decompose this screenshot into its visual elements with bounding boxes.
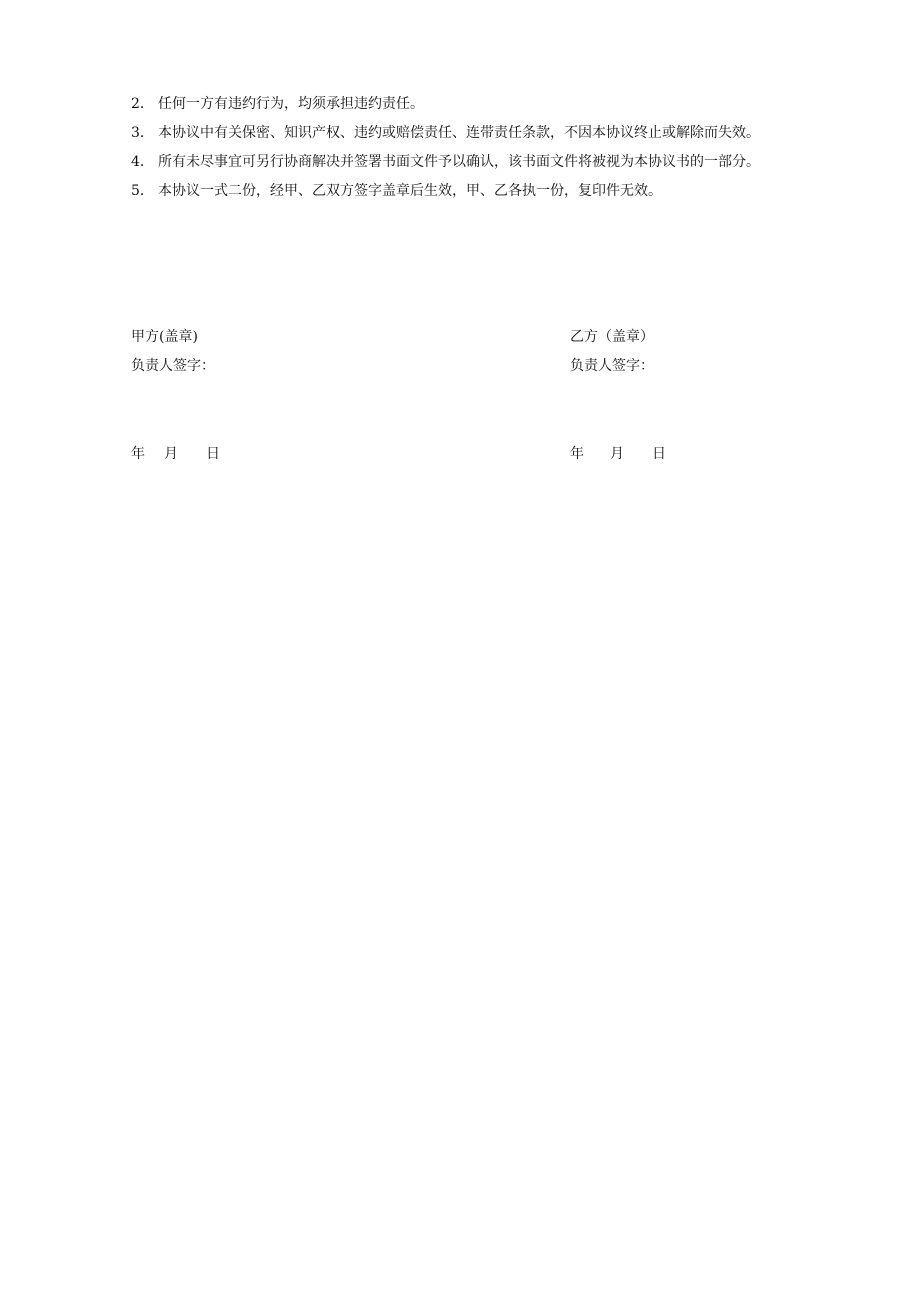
party-a-seal-label: 甲方(盖章) (131, 329, 198, 345)
clause-item (131, 90, 801, 119)
party-a-date (131, 444, 220, 464)
date-year-label: 年 (131, 446, 145, 462)
date-month-label: 月 (610, 446, 624, 462)
party-a-signature-label: 负责人签字： (131, 358, 215, 374)
clause-text: 所有未尽事宜可另行协商解决并签署书面文件予以确认，该书面文件将被视为本协议书的一部分。 (158, 154, 760, 170)
clause-number: 5． (131, 183, 154, 199)
clause-text: 本协议中有关保密、知识产权、违约或赔偿责任、连带责任条款，不因本协议终止或解除而失效。 (158, 125, 760, 141)
clause-text: 本协议一式二份，经甲、乙双方签字盖章后生效，甲、乙各执一份，复印件无效。 (158, 183, 662, 199)
clause-item (131, 177, 801, 206)
party-b-signature-label: 负责人签字： (570, 358, 654, 374)
clause-number: 2． (131, 96, 154, 112)
date-year-label: 年 (570, 446, 584, 462)
clause-number: 4． (131, 154, 154, 170)
party-b-date (570, 444, 666, 464)
party-b-seal-label: 乙方（盖章） (570, 329, 654, 345)
date-day-label: 日 (652, 446, 666, 462)
clause-number: 3． (131, 125, 154, 141)
clause-item (131, 119, 801, 148)
date-month-label: 月 (164, 446, 178, 462)
date-day-label: 日 (206, 446, 220, 462)
clause-list (131, 90, 801, 206)
clause-text: 任何一方有违约行为，均须承担违约责任。 (158, 96, 424, 112)
clause-item (131, 148, 801, 177)
